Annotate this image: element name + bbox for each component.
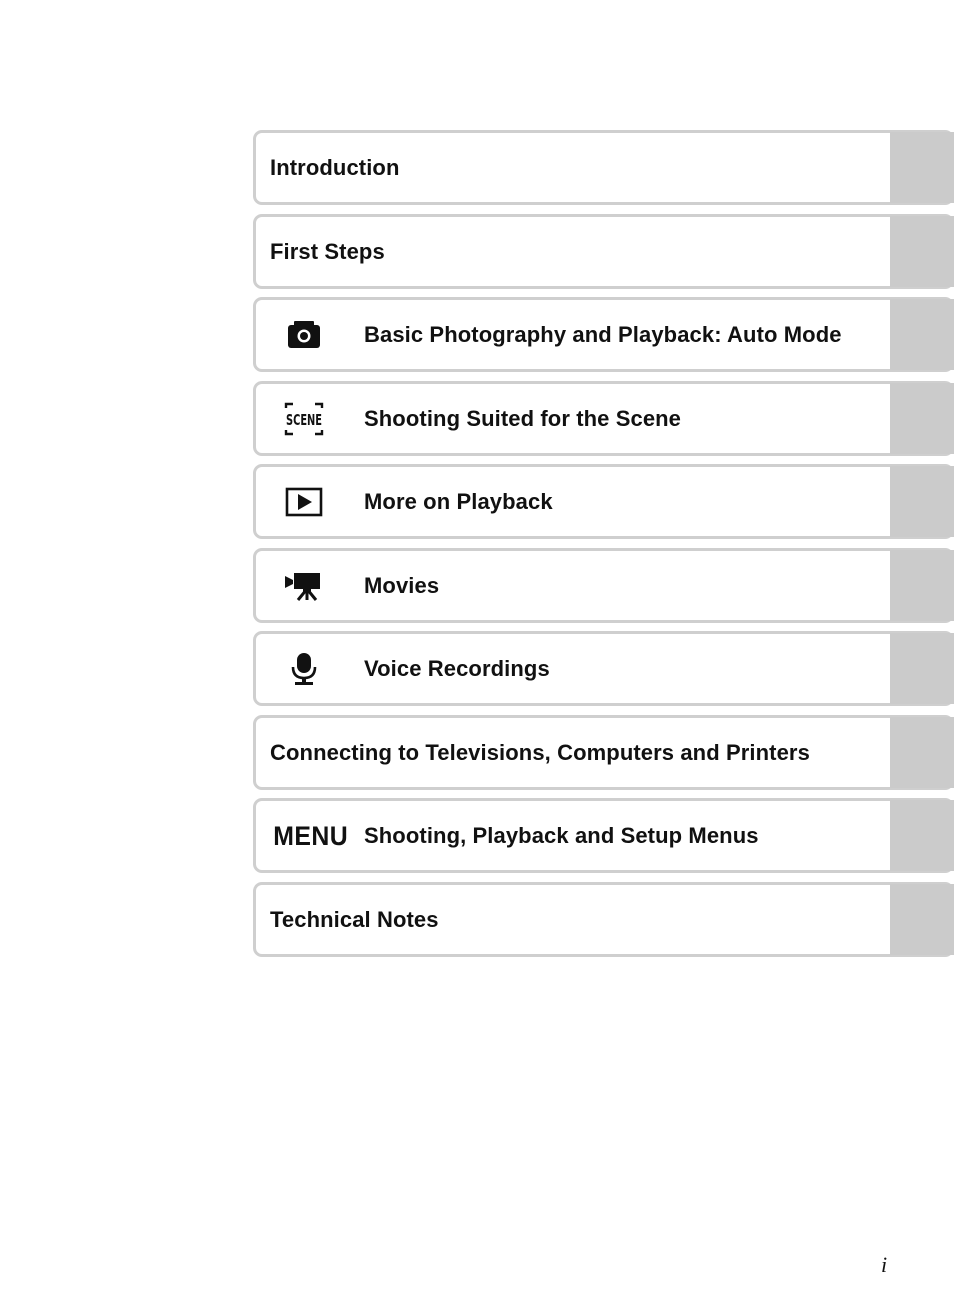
- camera-icon: [283, 315, 325, 355]
- toc-tab-marker: [890, 884, 954, 955]
- toc-item-frame: [253, 464, 954, 539]
- toc-item-label: Introduction: [270, 155, 400, 180]
- toc-item-frame: [253, 631, 954, 706]
- toc-tab-marker: [890, 383, 954, 454]
- toc-item-frame: [253, 548, 954, 623]
- toc-item-technical-notes[interactable]: [253, 882, 954, 957]
- toc-item-voice-recordings[interactable]: [253, 631, 954, 706]
- toc-item-label: Technical Notes: [270, 906, 439, 932]
- toc-tab-marker: [890, 299, 954, 370]
- scene-mode-icon: [283, 399, 325, 439]
- toc-item-movies[interactable]: [253, 548, 954, 623]
- microphone-icon: [283, 649, 325, 689]
- toc-item-connecting[interactable]: [253, 715, 954, 790]
- toc-item-label: Shooting Suited for the Scene: [364, 405, 682, 431]
- toc-item-label: First Steps: [270, 238, 385, 264]
- toc-tab-marker: [890, 717, 954, 788]
- toc-item-menus[interactable]: [253, 798, 954, 873]
- toc-item-label: Shooting, Playback and Setup Menus: [364, 823, 759, 848]
- scene-icon-text: SCENE: [286, 410, 322, 429]
- toc-tab-marker: [890, 550, 954, 621]
- toc-item-label: More on Playback: [364, 489, 553, 514]
- toc-item-label: Basic Photography and Playback: Auto Mode: [364, 322, 842, 347]
- toc-item-playback[interactable]: [253, 464, 954, 539]
- toc-item-introduction[interactable]: [253, 130, 954, 205]
- toc-tab-marker: [890, 633, 954, 704]
- toc-item-label: Movies: [364, 572, 440, 598]
- toc-item-basic-photography[interactable]: [253, 297, 954, 372]
- toc-item-scene[interactable]: [253, 381, 954, 456]
- toc-tab-marker: [890, 132, 954, 203]
- page-number: i: [881, 1252, 888, 1277]
- toc-tab-marker: [890, 800, 954, 871]
- toc-tab-marker: [890, 216, 954, 287]
- toc-item-label: Voice Recordings: [364, 656, 550, 681]
- toc-item-label: Connecting to Televisions, Computers and Printers: [270, 739, 810, 765]
- toc-tab-marker: [890, 466, 954, 537]
- table-of-contents: [253, 130, 954, 965]
- toc-item-first-steps[interactable]: [253, 214, 954, 289]
- movie-camera-icon: [283, 566, 325, 606]
- playback-icon: [283, 482, 325, 522]
- menu-icon: MENU: [273, 820, 349, 851]
